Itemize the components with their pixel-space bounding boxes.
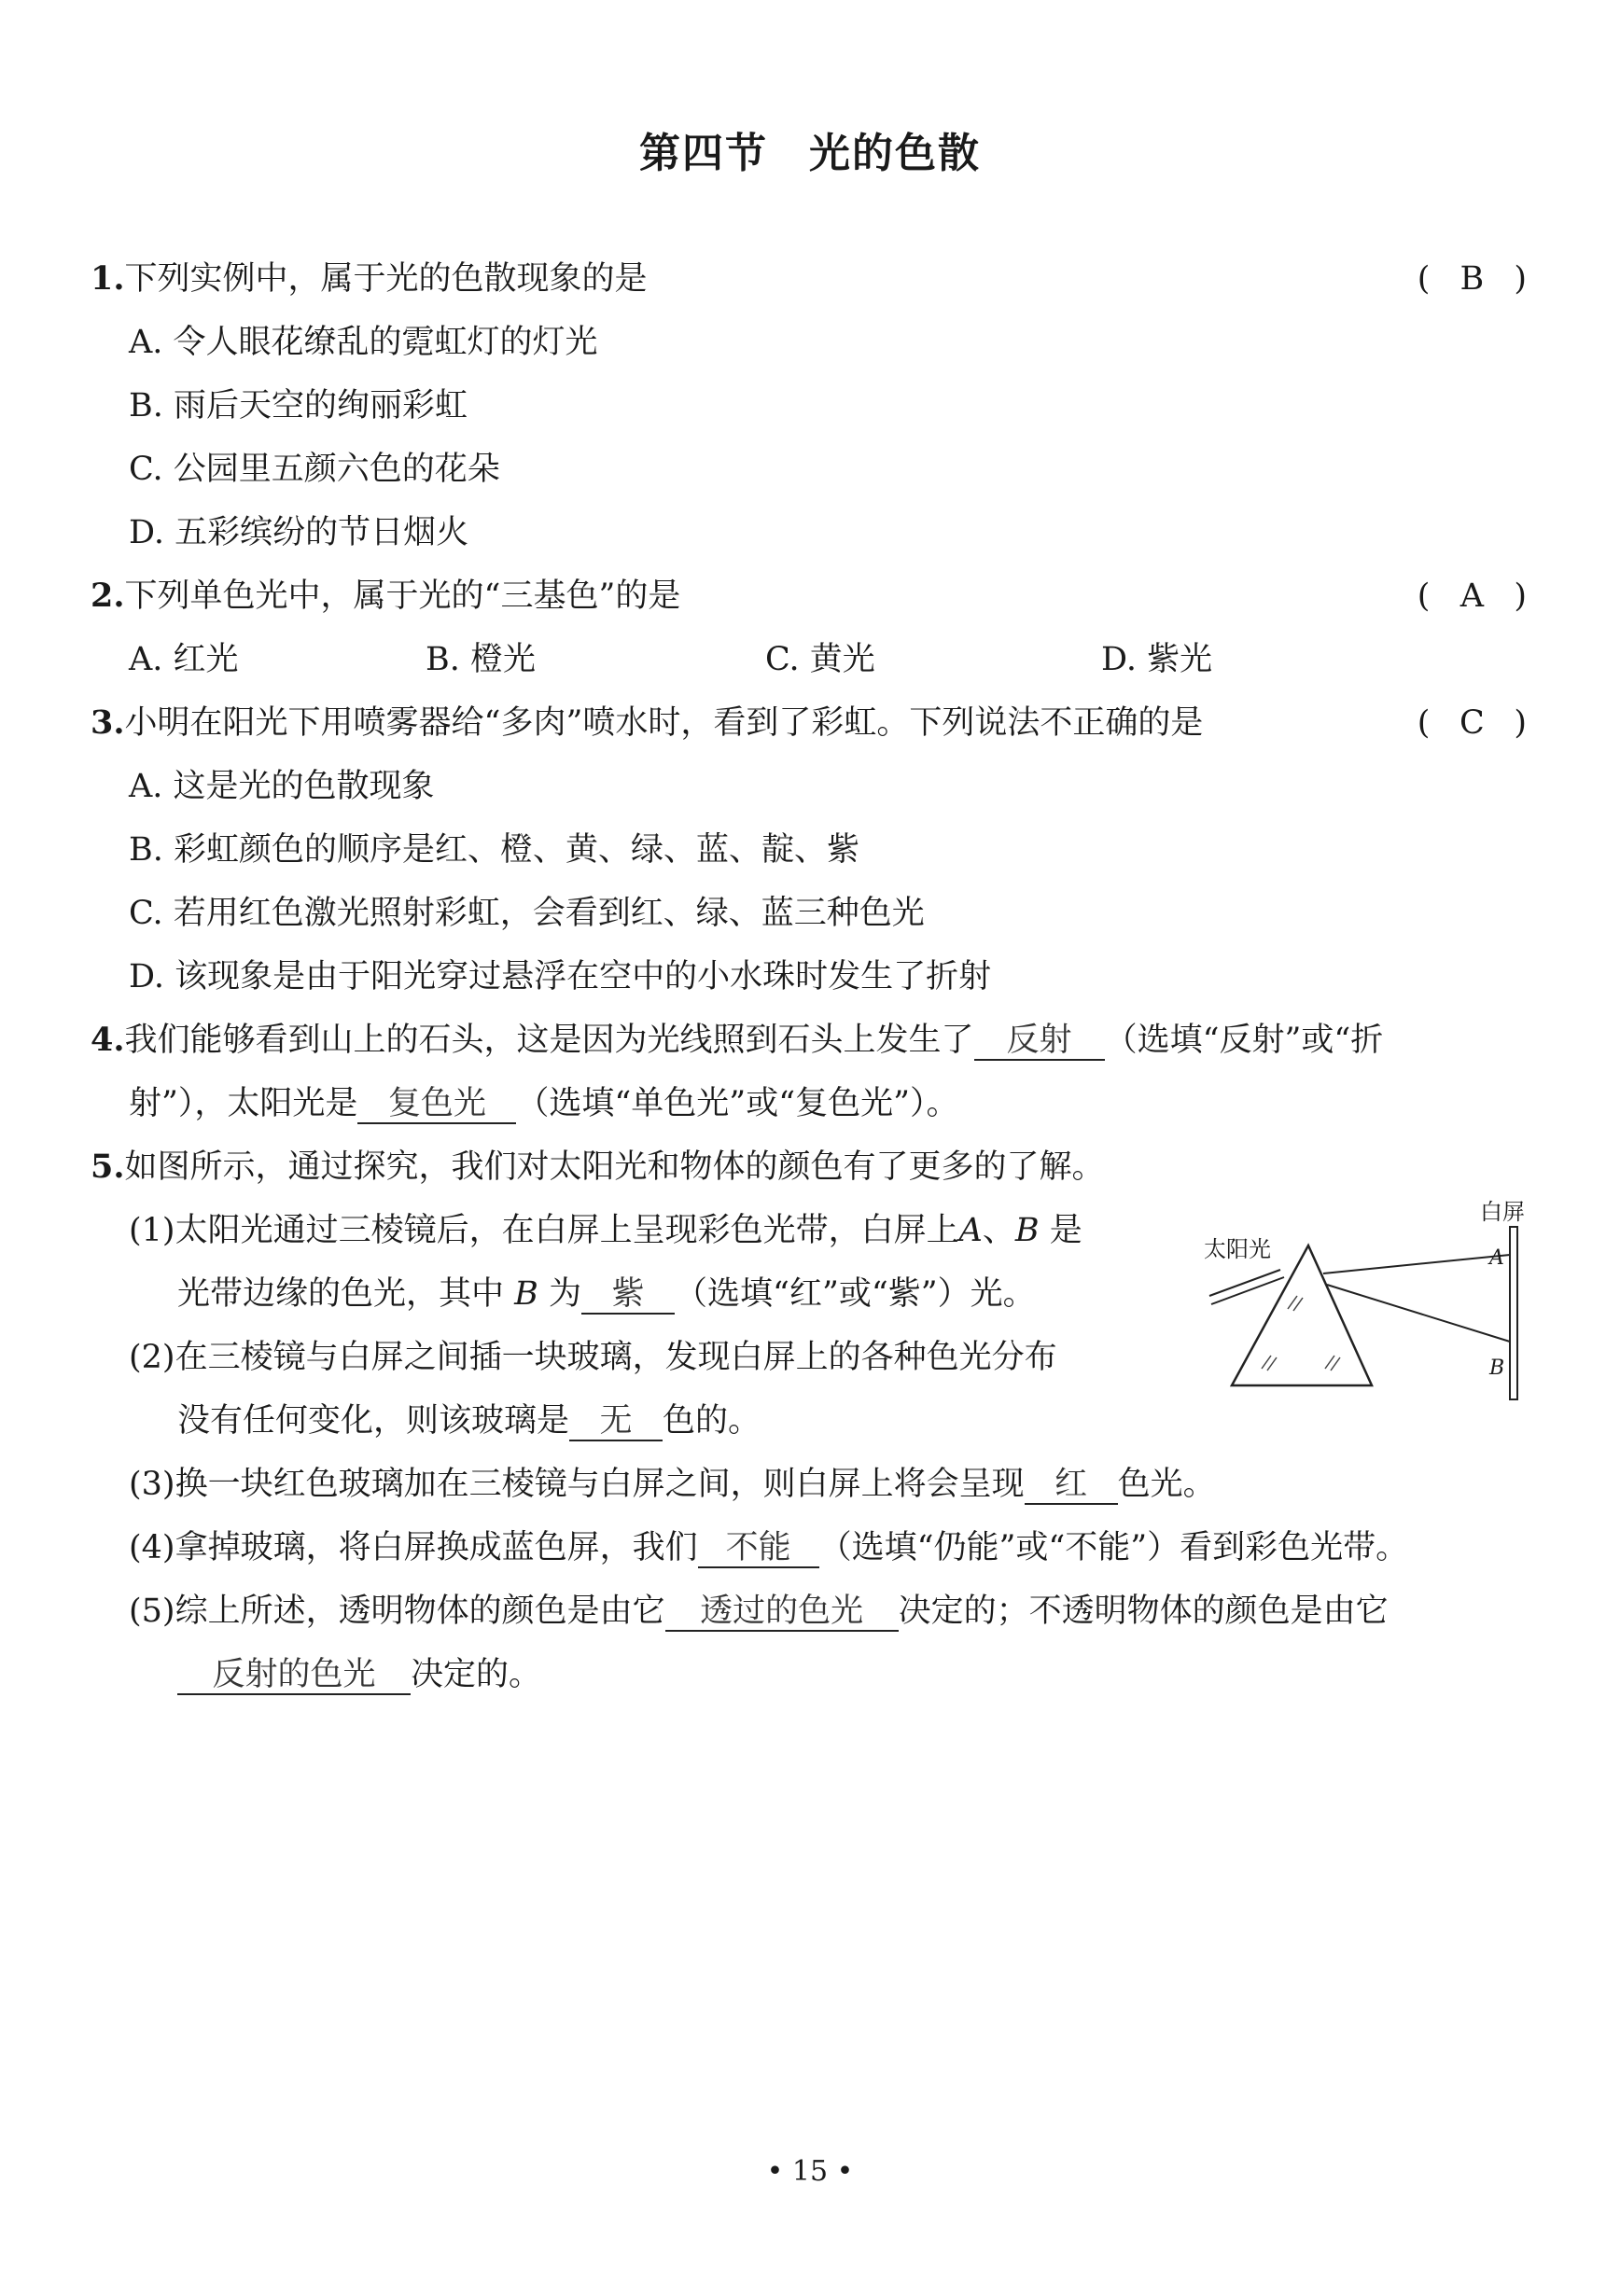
section-name: 光的色散 bbox=[809, 130, 981, 177]
question-5-part-5-line-2: 反射的色光 决定的。 bbox=[177, 1653, 541, 1696]
question-3-option-b: B. 彩虹颜色的顺序是红、橙、黄、绿、蓝、靛、紫 bbox=[129, 831, 859, 869]
question-3-answer: ( C ) bbox=[1417, 704, 1527, 742]
question-1-option-c: C. 公园里五颜六色的花朵 bbox=[129, 451, 500, 488]
page-title bbox=[0, 119, 1620, 179]
question-1-stem: 1.下列实例中，属于光的色散现象的是 bbox=[91, 259, 648, 298]
question-4-line-2: 射”），太阳光是 复色光 （选填“单色光”或“复色光”）。 bbox=[129, 1085, 959, 1122]
prism-shape bbox=[1232, 1245, 1372, 1385]
question-2-option-b: B. 橙光 bbox=[426, 641, 536, 678]
answer-blank-transmitted-light: 透过的色光 bbox=[665, 1593, 899, 1632]
answer-blank-violet: 紫 bbox=[581, 1275, 675, 1315]
sunlight-label: 太阳光 bbox=[1204, 1236, 1271, 1262]
question-5-part-2-line-1: (2)在三棱镜与白屏之间插一块玻璃，发现白屏上的各种色光分布 bbox=[129, 1339, 1057, 1376]
question-5-part-2-line-2: 没有任何变化，则该玻璃是 无 色的。 bbox=[177, 1402, 761, 1440]
question-2-answer: ( A ) bbox=[1417, 577, 1527, 615]
question-5-part-3: (3)换一块红色玻璃加在三棱镜与白屏之间，则白屏上将会呈现 红 色光。 bbox=[129, 1466, 1216, 1503]
question-2-option-c: C. 黄光 bbox=[765, 641, 875, 678]
prism-diagram-svg bbox=[1204, 1199, 1530, 1404]
point-a-label: A bbox=[1489, 1246, 1504, 1270]
answer-blank-cannot: 不能 bbox=[698, 1529, 819, 1568]
point-b-label: B bbox=[1489, 1357, 1505, 1380]
answer-blank-colorless: 无 bbox=[569, 1402, 663, 1441]
question-3-stem: 3.小明在阳光下用喷雾器给“多肉”喷水时，看到了彩虹。下列说法不正确的是 bbox=[91, 703, 1204, 742]
prism-diagram bbox=[1204, 1199, 1530, 1404]
question-5-stem: 5.如图所示，通过探究，我们对太阳光和物体的颜色有了更多的了解。 bbox=[91, 1148, 1105, 1186]
question-2-stem: 2.下列单色光中，属于光的“三基色”的是 bbox=[91, 577, 681, 615]
answer-blank-composite-light: 复色光 bbox=[357, 1085, 516, 1124]
question-3-option-a: A. 这是光的色散现象 bbox=[129, 768, 435, 805]
question-3-option-d: D. 该现象是由于阳光穿过悬浮在空中的小水珠时发生了折射 bbox=[129, 958, 992, 995]
refracted-ray-top bbox=[1323, 1255, 1510, 1273]
answer-blank-red: 红 bbox=[1025, 1466, 1118, 1505]
question-5-part-1-line-1: (1)太阳光通过三棱镜后，在白屏上呈现彩色光带，白屏上A、B 是 bbox=[129, 1212, 1082, 1249]
question-1-option-b: B. 雨后天空的绚丽彩虹 bbox=[129, 387, 468, 424]
answer-blank-reflection: 反射 bbox=[974, 1022, 1105, 1061]
question-5-part-4: (4)拿掉玻璃，将白屏换成蓝色屏，我们 不能 （选填“仍能”或“不能”）看到彩色光带。 bbox=[129, 1529, 1409, 1566]
question-3-option-c: C. 若用红色激光照射彩虹，会看到红、绿、蓝三种色光 bbox=[129, 895, 925, 932]
answer-blank-reflected-light: 反射的色光 bbox=[177, 1656, 411, 1695]
question-1-option-d: D. 五彩缤纷的节日烟火 bbox=[129, 514, 469, 551]
question-5-part-1-line-2: 光带边缘的色光，其中 B 为 紫 （选填“红”或“紫”）光。 bbox=[177, 1275, 1036, 1313]
question-1-option-a: A. 令人眼花缭乱的霓虹灯的灯光 bbox=[129, 324, 598, 361]
page-number: • 15 • bbox=[766, 2155, 854, 2188]
question-4-line-1: 4.我们能够看到山上的石头，这是因为光线照到石头上发生了 反射 （选填“反射”或“折 bbox=[91, 1021, 1384, 1059]
question-2-option-a: A. 红光 bbox=[129, 641, 239, 678]
question-5-part-5-line-1: (5)综上所述，透明物体的颜色是由它 透过的色光 决定的；不透明物体的颜色是由它 bbox=[129, 1593, 1389, 1630]
refracted-ray-bottom bbox=[1327, 1285, 1510, 1342]
screen-label: 白屏 bbox=[1480, 1199, 1525, 1225]
question-2-option-d: D. 紫光 bbox=[1101, 641, 1213, 678]
white-screen bbox=[1510, 1227, 1517, 1399]
question-1-answer: ( B ) bbox=[1417, 260, 1527, 298]
question-2-options bbox=[129, 638, 1435, 681]
section-number: 第四节 bbox=[639, 130, 768, 177]
